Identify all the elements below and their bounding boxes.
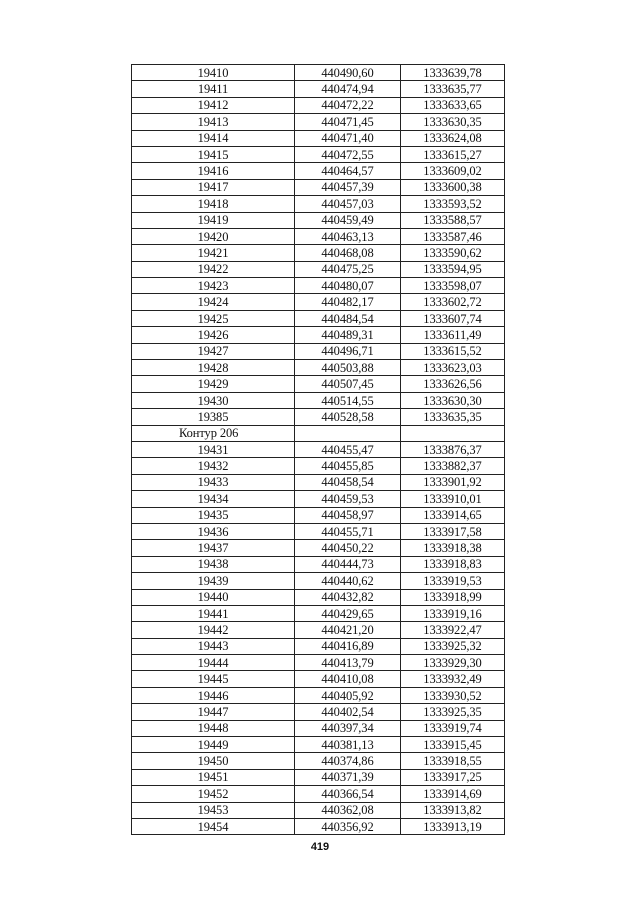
coordinates-table-body	[132, 65, 505, 835]
x-coordinate-cell: 440459,53	[295, 491, 401, 507]
y-coordinate-cell: 1333914,69	[401, 786, 505, 802]
y-coordinate-cell: 1333611,49	[401, 327, 505, 343]
y-coordinate-cell: 1333615,52	[401, 343, 505, 359]
y-coordinate-cell: 1333919,53	[401, 573, 505, 589]
y-coordinate-cell: 1333918,55	[401, 753, 505, 769]
y-coordinate-cell: 1333932,49	[401, 671, 505, 687]
y-coordinate-cell: 1333598,07	[401, 278, 505, 294]
y-coordinate-cell: 1333925,35	[401, 704, 505, 720]
table-row	[132, 441, 505, 457]
point-number-cell: 19449	[132, 737, 295, 753]
table-row	[132, 81, 505, 97]
x-coordinate-cell: 440371,39	[295, 769, 401, 785]
y-coordinate-cell: 1333602,72	[401, 294, 505, 310]
point-number-cell: 19433	[132, 474, 295, 490]
x-coordinate-cell: 440489,31	[295, 327, 401, 343]
x-coordinate-cell: 440381,13	[295, 737, 401, 753]
x-coordinate-cell: 440490,60	[295, 65, 401, 81]
point-number-cell: 19422	[132, 261, 295, 277]
point-number-cell: 19436	[132, 523, 295, 539]
table-row	[132, 114, 505, 130]
y-coordinate-cell: 1333919,16	[401, 605, 505, 621]
table-row	[132, 278, 505, 294]
y-coordinate-cell: 1333624,08	[401, 130, 505, 146]
empty-cell	[401, 425, 505, 441]
x-coordinate-cell: 440366,54	[295, 786, 401, 802]
x-coordinate-cell: 440468,08	[295, 245, 401, 261]
table-row	[132, 97, 505, 113]
point-number-cell: 19421	[132, 245, 295, 261]
y-coordinate-cell: 1333626,56	[401, 376, 505, 392]
section-label: Контур 206	[132, 425, 295, 441]
table-row	[132, 786, 505, 802]
y-coordinate-cell: 1333594,95	[401, 261, 505, 277]
point-number-cell: 19385	[132, 409, 295, 425]
table-row	[132, 573, 505, 589]
x-coordinate-cell: 440471,40	[295, 130, 401, 146]
x-coordinate-cell: 440440,62	[295, 573, 401, 589]
y-coordinate-cell: 1333917,58	[401, 523, 505, 539]
table-row	[132, 523, 505, 539]
point-number-cell: 19435	[132, 507, 295, 523]
coordinates-table	[131, 64, 505, 835]
x-coordinate-cell: 440507,45	[295, 376, 401, 392]
x-coordinate-cell: 440459,49	[295, 212, 401, 228]
x-coordinate-cell: 440528,58	[295, 409, 401, 425]
x-coordinate-cell: 440421,20	[295, 622, 401, 638]
y-coordinate-cell: 1333623,03	[401, 360, 505, 376]
y-coordinate-cell: 1333913,82	[401, 802, 505, 818]
point-number-cell: 19443	[132, 638, 295, 654]
point-number-cell: 19447	[132, 704, 295, 720]
table-row	[132, 737, 505, 753]
y-coordinate-cell: 1333915,45	[401, 737, 505, 753]
x-coordinate-cell: 440472,22	[295, 97, 401, 113]
x-coordinate-cell: 440402,54	[295, 704, 401, 720]
y-coordinate-cell: 1333925,32	[401, 638, 505, 654]
point-number-cell: 19438	[132, 556, 295, 572]
y-coordinate-cell: 1333918,38	[401, 540, 505, 556]
table-row	[132, 376, 505, 392]
x-coordinate-cell: 440472,55	[295, 146, 401, 162]
x-coordinate-cell: 440416,89	[295, 638, 401, 654]
x-coordinate-cell: 440455,85	[295, 458, 401, 474]
y-coordinate-cell: 1333615,27	[401, 146, 505, 162]
x-coordinate-cell: 440362,08	[295, 802, 401, 818]
point-number-cell: 19428	[132, 360, 295, 376]
x-coordinate-cell: 440514,55	[295, 392, 401, 408]
point-number-cell: 19430	[132, 392, 295, 408]
y-coordinate-cell: 1333639,78	[401, 65, 505, 81]
point-number-cell: 19442	[132, 622, 295, 638]
table-row	[132, 589, 505, 605]
x-coordinate-cell: 440432,82	[295, 589, 401, 605]
point-number-cell: 19450	[132, 753, 295, 769]
x-coordinate-cell: 440450,22	[295, 540, 401, 556]
point-number-cell: 19415	[132, 146, 295, 162]
point-number-cell: 19440	[132, 589, 295, 605]
table-row	[132, 392, 505, 408]
point-number-cell: 19413	[132, 114, 295, 130]
table-row	[132, 769, 505, 785]
point-number-cell: 19414	[132, 130, 295, 146]
point-number-cell: 19448	[132, 720, 295, 736]
x-coordinate-cell: 440480,07	[295, 278, 401, 294]
y-coordinate-cell: 1333919,74	[401, 720, 505, 736]
table-row	[132, 294, 505, 310]
y-coordinate-cell: 1333914,65	[401, 507, 505, 523]
table-row	[132, 212, 505, 228]
table-row	[132, 556, 505, 572]
table-row	[132, 261, 505, 277]
table-row	[132, 540, 505, 556]
x-coordinate-cell: 440503,88	[295, 360, 401, 376]
y-coordinate-cell: 1333588,57	[401, 212, 505, 228]
point-number-cell: 19416	[132, 163, 295, 179]
point-number-cell: 19427	[132, 343, 295, 359]
point-number-cell: 19411	[132, 81, 295, 97]
table-row	[132, 245, 505, 261]
table-row	[132, 753, 505, 769]
y-coordinate-cell: 1333882,37	[401, 458, 505, 474]
y-coordinate-cell: 1333600,38	[401, 179, 505, 195]
x-coordinate-cell: 440463,13	[295, 228, 401, 244]
point-number-cell: 19444	[132, 655, 295, 671]
x-coordinate-cell: 440410,08	[295, 671, 401, 687]
table-row	[132, 65, 505, 81]
point-number-cell: 19420	[132, 228, 295, 244]
table-row	[132, 474, 505, 490]
y-coordinate-cell: 1333918,83	[401, 556, 505, 572]
page-number: 419	[310, 841, 330, 853]
point-number-cell: 19424	[132, 294, 295, 310]
y-coordinate-cell: 1333930,52	[401, 687, 505, 703]
table-row	[132, 507, 505, 523]
table-row	[132, 818, 505, 834]
table-row	[132, 720, 505, 736]
x-coordinate-cell: 440455,71	[295, 523, 401, 539]
y-coordinate-cell: 1333901,92	[401, 474, 505, 490]
point-number-cell: 19419	[132, 212, 295, 228]
table-row	[132, 163, 505, 179]
point-number-cell: 19451	[132, 769, 295, 785]
y-coordinate-cell: 1333633,65	[401, 97, 505, 113]
table-row	[132, 360, 505, 376]
empty-cell	[295, 425, 401, 441]
point-number-cell: 19423	[132, 278, 295, 294]
table-row	[132, 704, 505, 720]
x-coordinate-cell: 440457,39	[295, 179, 401, 195]
x-coordinate-cell: 440405,92	[295, 687, 401, 703]
table-row	[132, 802, 505, 818]
table-row	[132, 491, 505, 507]
point-number-cell: 19453	[132, 802, 295, 818]
table-row	[132, 605, 505, 621]
x-coordinate-cell: 440397,34	[295, 720, 401, 736]
table-row	[132, 409, 505, 425]
x-coordinate-cell: 440458,54	[295, 474, 401, 490]
point-number-cell: 19445	[132, 671, 295, 687]
table-row	[132, 146, 505, 162]
table-row	[132, 671, 505, 687]
x-coordinate-cell: 440484,54	[295, 310, 401, 326]
table-row	[132, 655, 505, 671]
y-coordinate-cell: 1333630,30	[401, 392, 505, 408]
section-row	[132, 425, 505, 441]
y-coordinate-cell: 1333913,19	[401, 818, 505, 834]
y-coordinate-cell: 1333635,35	[401, 409, 505, 425]
y-coordinate-cell: 1333922,47	[401, 622, 505, 638]
x-coordinate-cell: 440455,47	[295, 441, 401, 457]
point-number-cell: 19425	[132, 310, 295, 326]
point-number-cell: 19417	[132, 179, 295, 195]
point-number-cell: 19439	[132, 573, 295, 589]
y-coordinate-cell: 1333929,30	[401, 655, 505, 671]
y-coordinate-cell: 1333918,99	[401, 589, 505, 605]
table-row	[132, 687, 505, 703]
point-number-cell: 19429	[132, 376, 295, 392]
y-coordinate-cell: 1333630,35	[401, 114, 505, 130]
table-row	[132, 310, 505, 326]
point-number-cell: 19412	[132, 97, 295, 113]
point-number-cell: 19410	[132, 65, 295, 81]
x-coordinate-cell: 440464,57	[295, 163, 401, 179]
point-number-cell: 19434	[132, 491, 295, 507]
x-coordinate-cell: 440444,73	[295, 556, 401, 572]
y-coordinate-cell: 1333609,02	[401, 163, 505, 179]
point-number-cell: 19452	[132, 786, 295, 802]
x-coordinate-cell: 440429,65	[295, 605, 401, 621]
point-number-cell: 19431	[132, 441, 295, 457]
table-row	[132, 622, 505, 638]
y-coordinate-cell: 1333917,25	[401, 769, 505, 785]
point-number-cell: 19432	[132, 458, 295, 474]
x-coordinate-cell: 440482,17	[295, 294, 401, 310]
y-coordinate-cell: 1333876,37	[401, 441, 505, 457]
x-coordinate-cell: 440356,92	[295, 818, 401, 834]
y-coordinate-cell: 1333607,74	[401, 310, 505, 326]
point-number-cell: 19418	[132, 196, 295, 212]
table-row	[132, 343, 505, 359]
y-coordinate-cell: 1333587,46	[401, 228, 505, 244]
x-coordinate-cell: 440474,94	[295, 81, 401, 97]
x-coordinate-cell: 440471,45	[295, 114, 401, 130]
table-row	[132, 327, 505, 343]
x-coordinate-cell: 440475,25	[295, 261, 401, 277]
table-row	[132, 638, 505, 654]
y-coordinate-cell: 1333910,01	[401, 491, 505, 507]
table-row	[132, 179, 505, 195]
point-number-cell: 19437	[132, 540, 295, 556]
table-row	[132, 196, 505, 212]
x-coordinate-cell: 440374,86	[295, 753, 401, 769]
x-coordinate-cell: 440458,97	[295, 507, 401, 523]
x-coordinate-cell: 440413,79	[295, 655, 401, 671]
table-row	[132, 458, 505, 474]
x-coordinate-cell: 440457,03	[295, 196, 401, 212]
point-number-cell: 19446	[132, 687, 295, 703]
table-row	[132, 228, 505, 244]
y-coordinate-cell: 1333593,52	[401, 196, 505, 212]
point-number-cell: 19426	[132, 327, 295, 343]
y-coordinate-cell: 1333590,62	[401, 245, 505, 261]
point-number-cell: 19441	[132, 605, 295, 621]
table-row	[132, 130, 505, 146]
x-coordinate-cell: 440496,71	[295, 343, 401, 359]
point-number-cell: 19454	[132, 818, 295, 834]
y-coordinate-cell: 1333635,77	[401, 81, 505, 97]
